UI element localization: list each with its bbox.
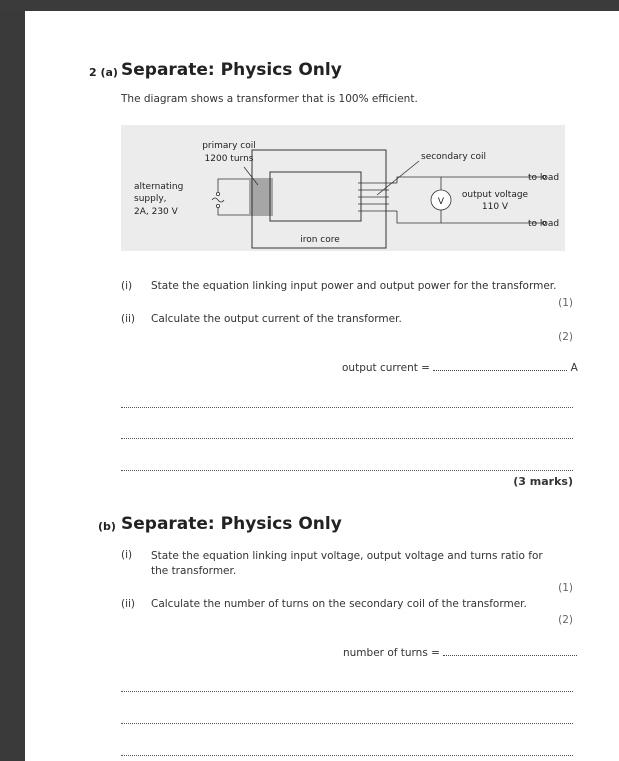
label-secondary-coil: secondary coil xyxy=(421,152,486,162)
primary-wire-top xyxy=(218,179,249,193)
answer-field-output-current[interactable] xyxy=(433,370,567,371)
label-voltmeter: V xyxy=(437,197,445,207)
exam-page xyxy=(25,11,619,761)
working-line[interactable] xyxy=(121,407,573,408)
question-number-2a: 2 (a) xyxy=(89,66,118,79)
output-wire-top xyxy=(397,177,542,183)
label-to-load-bottom: to load xyxy=(528,219,560,229)
working-line[interactable] xyxy=(121,691,573,692)
supply-terminal-top xyxy=(216,192,219,195)
marks-2a-ii: (2) xyxy=(558,331,573,343)
working-line[interactable] xyxy=(121,755,573,756)
part-text-2b-ii: Calculate the number of turns on the secondary coil of the transformer. xyxy=(151,598,527,610)
iron-core-inner xyxy=(270,172,361,221)
part-text-2b-i: State the equation linking input voltage, output voltage and turns ratio for the transformer. xyxy=(151,550,543,577)
label-supply-3: 2A, 230 V xyxy=(134,207,178,217)
part-number-2a-ii: (ii) xyxy=(121,313,136,325)
answer-unit-amps: A xyxy=(570,362,578,374)
answer-number-of-turns xyxy=(343,647,575,659)
label-supply-1: alternating xyxy=(134,182,184,192)
supply-terminal-bottom xyxy=(216,204,219,207)
label-primary-turns: 1200 turns xyxy=(204,154,254,164)
label-supply-2: supply, xyxy=(134,194,167,204)
answer-output-current xyxy=(342,362,578,374)
part-text-2a-i: State the equation linking input power and output power for the transformer. xyxy=(151,280,557,292)
primary-coil-leader xyxy=(244,167,258,185)
total-marks-2a: (3 marks) xyxy=(513,475,573,488)
working-line[interactable] xyxy=(121,470,573,471)
window-top-bar xyxy=(0,0,619,11)
answer-label-number-of-turns: number of turns = xyxy=(343,647,440,659)
question-heading-2a: Separate: Physics Only xyxy=(121,60,342,80)
marks-2a-i: (1) xyxy=(558,297,573,309)
marks-2b-ii: (2) xyxy=(558,614,573,626)
primary-coil-windings xyxy=(249,179,273,215)
transformer-diagram xyxy=(121,125,565,251)
answer-label-output-current: output current = xyxy=(342,362,430,374)
label-iron-core: iron core xyxy=(300,235,340,245)
part-number-2b-i: (i) xyxy=(121,549,133,561)
working-line[interactable] xyxy=(121,438,573,439)
working-line[interactable] xyxy=(121,723,573,724)
answer-field-number-of-turns[interactable] xyxy=(443,655,577,656)
primary-wire-bottom xyxy=(218,207,249,215)
label-output-voltage: output voltage xyxy=(461,190,529,200)
part-number-2a-i: (i) xyxy=(121,280,133,292)
ac-symbol xyxy=(212,198,224,202)
output-wire-bottom xyxy=(397,211,542,223)
part-text-2a-ii: Calculate the output current of the transformer. xyxy=(151,313,402,325)
question-intro: The diagram shows a transformer that is 100% efficient. xyxy=(121,93,418,105)
marks-2b-i: (1) xyxy=(558,582,573,594)
question-heading-2b: Separate: Physics Only xyxy=(121,514,342,534)
label-output-voltage-value: 110 V xyxy=(481,202,509,212)
label-to-load-top: to load xyxy=(528,173,560,183)
part-number-2b-ii: (ii) xyxy=(121,598,136,610)
label-primary-coil: primary coil xyxy=(202,141,256,151)
question-number-2b: (b) xyxy=(98,520,116,533)
secondary-coil-windings xyxy=(358,183,389,211)
secondary-coil-leader xyxy=(377,161,419,195)
